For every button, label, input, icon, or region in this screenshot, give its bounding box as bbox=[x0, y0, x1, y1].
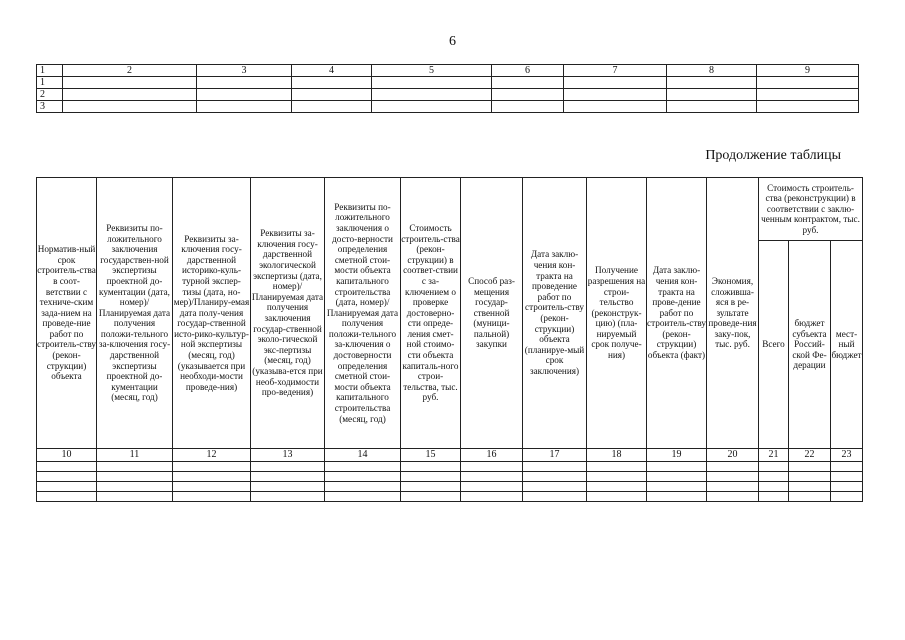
header-historical-expertise: Реквизиты за-ключения госу-дарственной историко-куль-турной экспер-тизы (дата, но-мер)/Планиру-емая дата полу-чения государ-ственной исто-рико-культур-ной экспертизы (месяц, год) (указывается при необходи-мости проведе-ния) bbox=[173, 178, 251, 449]
table-cell bbox=[401, 472, 461, 482]
header-local-budget: мест-ный бюджет bbox=[831, 241, 863, 449]
header-contract-cost-group: Стоимость строитель-ства (реконструкции) в соответствии с заклю-ченным контрактом, тыс. руб. bbox=[759, 178, 863, 241]
table-cell bbox=[789, 492, 831, 502]
table-cell bbox=[401, 462, 461, 472]
main-table bbox=[36, 177, 863, 502]
table-cell bbox=[292, 89, 372, 101]
column-number-cell: 12 bbox=[173, 449, 251, 462]
table-cell bbox=[759, 462, 789, 472]
table-cell bbox=[587, 472, 647, 482]
table-cell bbox=[647, 492, 707, 502]
column-number-cell: 15 bbox=[401, 449, 461, 462]
table-cell bbox=[251, 482, 325, 492]
table-cell bbox=[587, 462, 647, 472]
table-cell bbox=[667, 89, 757, 101]
table-cell bbox=[759, 472, 789, 482]
header-normative-term: Норматив-ный срок строитель-ства в соот-ветствии с техниче-ским зада-нием на проведе-ние работ по строитель-ству (рекон-струкции) объекта bbox=[37, 178, 97, 449]
header-regional-budget: бюджет субъекта Россий-ской Фе-дерации bbox=[789, 241, 831, 449]
table-cell bbox=[667, 101, 757, 113]
row-number-cell: 3 bbox=[37, 101, 63, 113]
table-cell bbox=[97, 482, 173, 492]
top-header-cell: 6 bbox=[492, 65, 564, 77]
table-cell bbox=[564, 77, 667, 89]
table-cell bbox=[63, 89, 197, 101]
table-cell bbox=[831, 472, 863, 482]
top-table-header-row bbox=[37, 65, 859, 77]
table-cell bbox=[707, 472, 759, 482]
table-cell bbox=[492, 101, 564, 113]
table-cell bbox=[37, 492, 97, 502]
top-header-cell: 9 bbox=[757, 65, 859, 77]
table-cell bbox=[789, 482, 831, 492]
row-number-cell: 1 bbox=[37, 77, 63, 89]
table-cell bbox=[789, 462, 831, 472]
table-cell bbox=[292, 77, 372, 89]
table-cell bbox=[173, 492, 251, 502]
table-cell bbox=[251, 492, 325, 502]
table-row bbox=[37, 89, 859, 101]
table-cell bbox=[292, 101, 372, 113]
table-cell bbox=[251, 462, 325, 472]
table-cell bbox=[372, 77, 492, 89]
column-number-cell: 13 bbox=[251, 449, 325, 462]
top-header-cell: 7 bbox=[564, 65, 667, 77]
top-header-cell: 4 bbox=[292, 65, 372, 77]
table-cell bbox=[325, 472, 401, 482]
header-state-expertise: Реквизиты по-ложительного заключения государствен-ной экспертизы проектной до-кументации (дата, номер)/ Планируемая дата получения положи-тельного за-ключения госу-дарственной экспертизы проектной до-кументации (месяц, год) bbox=[97, 178, 173, 449]
table-cell bbox=[461, 462, 523, 472]
column-number-cell: 23 bbox=[831, 449, 863, 462]
table-cell bbox=[707, 482, 759, 492]
header-ecological-expertise: Реквизиты за-ключения госу-дарственной экологической экспертизы (дата, номер)/ Планируемая дата получения заключения государ-ственной эколо-гической экс-пертизы (месяц, год) (указыва-ется при необ-ходимости про-ведения) bbox=[251, 178, 325, 449]
table-cell bbox=[707, 492, 759, 502]
table-cell bbox=[401, 492, 461, 502]
table-cell bbox=[523, 472, 587, 482]
column-number-cell: 17 bbox=[523, 449, 587, 462]
table-row bbox=[37, 77, 859, 89]
table-cell bbox=[173, 462, 251, 472]
header-economy: Экономия, сложивша-яся в ре-зультате проведе-ния заку-пок, тыс. руб. bbox=[707, 178, 759, 449]
table-cell bbox=[197, 89, 292, 101]
table-cell bbox=[325, 462, 401, 472]
table-cell bbox=[667, 77, 757, 89]
column-number-cell: 20 bbox=[707, 449, 759, 462]
column-number-cell: 21 bbox=[759, 449, 789, 462]
page-number: 6 bbox=[449, 34, 456, 49]
table-row bbox=[37, 492, 863, 502]
table-cell bbox=[757, 77, 859, 89]
column-number-cell: 18 bbox=[587, 449, 647, 462]
header-construction-permit: Получение разрешения на строи-тельство (реконструк-цию) (пла-нируемый срок получе-ния) bbox=[587, 178, 647, 449]
column-number-cell: 11 bbox=[97, 449, 173, 462]
table-cell bbox=[63, 101, 197, 113]
column-number-row bbox=[37, 449, 863, 462]
header-contract-date-fact: Дата заклю-чения кон-тракта на прове-дение работ по строитель-ству (рекон-струкции) объекта (факт) bbox=[647, 178, 707, 449]
table-cell bbox=[37, 482, 97, 492]
table-row bbox=[37, 462, 863, 472]
table-cell bbox=[63, 77, 197, 89]
table-cell bbox=[492, 77, 564, 89]
table-cell bbox=[461, 472, 523, 482]
table-cell bbox=[647, 472, 707, 482]
table-cell bbox=[492, 89, 564, 101]
table-cell bbox=[401, 482, 461, 492]
column-number-cell: 10 bbox=[37, 449, 97, 462]
header-procurement-method: Способ раз-мещения государ-ственной (муници-пальной) закупки bbox=[461, 178, 523, 449]
table-cell bbox=[325, 482, 401, 492]
table-cell bbox=[325, 492, 401, 502]
table-cell bbox=[173, 472, 251, 482]
table-cell bbox=[37, 462, 97, 472]
table-cell bbox=[789, 472, 831, 482]
column-number-cell: 14 bbox=[325, 449, 401, 462]
continuation-label: Продолжение таблицы bbox=[705, 148, 841, 163]
top-header-cell: 5 bbox=[372, 65, 492, 77]
table-cell bbox=[97, 462, 173, 472]
table-cell bbox=[564, 89, 667, 101]
table-cell bbox=[523, 482, 587, 492]
table-row bbox=[37, 472, 863, 482]
column-number-cell: 16 bbox=[461, 449, 523, 462]
top-table bbox=[36, 64, 859, 113]
table-cell bbox=[587, 482, 647, 492]
header-contract-date-planned: Дата заклю-чения кон-тракта на проведение работ по строитель-ству (рекон-струкции) объекта (планируе-мый срок заключения) bbox=[523, 178, 587, 449]
table-cell bbox=[173, 482, 251, 492]
table-cell bbox=[831, 492, 863, 502]
top-header-cell: 3 bbox=[197, 65, 292, 77]
top-header-cell: 1 bbox=[37, 65, 63, 77]
table-cell bbox=[97, 472, 173, 482]
header-cost-reliability: Реквизиты по-ложительного заключения о досто-верности определения сметной стои-мости объекта капитального строительства (дата, номер)/ Планируемая дата получения положи-тельного за-ключения о достоверности определения сметной стои-мости объекта капитального строительства (месяц, год) bbox=[325, 178, 401, 449]
table-cell bbox=[251, 472, 325, 482]
table-cell bbox=[757, 89, 859, 101]
table-cell bbox=[831, 462, 863, 472]
table-cell bbox=[37, 472, 97, 482]
table-cell bbox=[372, 89, 492, 101]
table-cell bbox=[831, 482, 863, 492]
table-cell bbox=[523, 492, 587, 502]
header-total: Всего bbox=[759, 241, 789, 449]
table-cell bbox=[461, 492, 523, 502]
table-cell bbox=[647, 482, 707, 492]
table-cell bbox=[647, 462, 707, 472]
table-row bbox=[37, 482, 863, 492]
table-cell bbox=[97, 492, 173, 502]
table-cell bbox=[587, 492, 647, 502]
table-cell bbox=[197, 101, 292, 113]
row-number-cell: 2 bbox=[37, 89, 63, 101]
table-cell bbox=[523, 462, 587, 472]
column-number-cell: 19 bbox=[647, 449, 707, 462]
column-number-cell: 22 bbox=[789, 449, 831, 462]
table-cell bbox=[759, 482, 789, 492]
header-construction-cost: Стоимость строитель-ства (рекон-струкции) в соответ-ствии с за-ключением о проверке достоверно-сти опреде-ления смет-ной стоимо-сти объекта капиталь-ного строи-тельства, тыс. руб. bbox=[401, 178, 461, 449]
top-header-cell: 8 bbox=[667, 65, 757, 77]
table-cell bbox=[197, 77, 292, 89]
top-header-cell: 2 bbox=[63, 65, 197, 77]
table-cell bbox=[707, 462, 759, 472]
table-cell bbox=[461, 482, 523, 492]
table-row bbox=[37, 101, 859, 113]
header-row-top bbox=[37, 178, 863, 241]
table-cell bbox=[564, 101, 667, 113]
table-cell bbox=[372, 101, 492, 113]
table-cell bbox=[759, 492, 789, 502]
table-cell bbox=[757, 101, 859, 113]
